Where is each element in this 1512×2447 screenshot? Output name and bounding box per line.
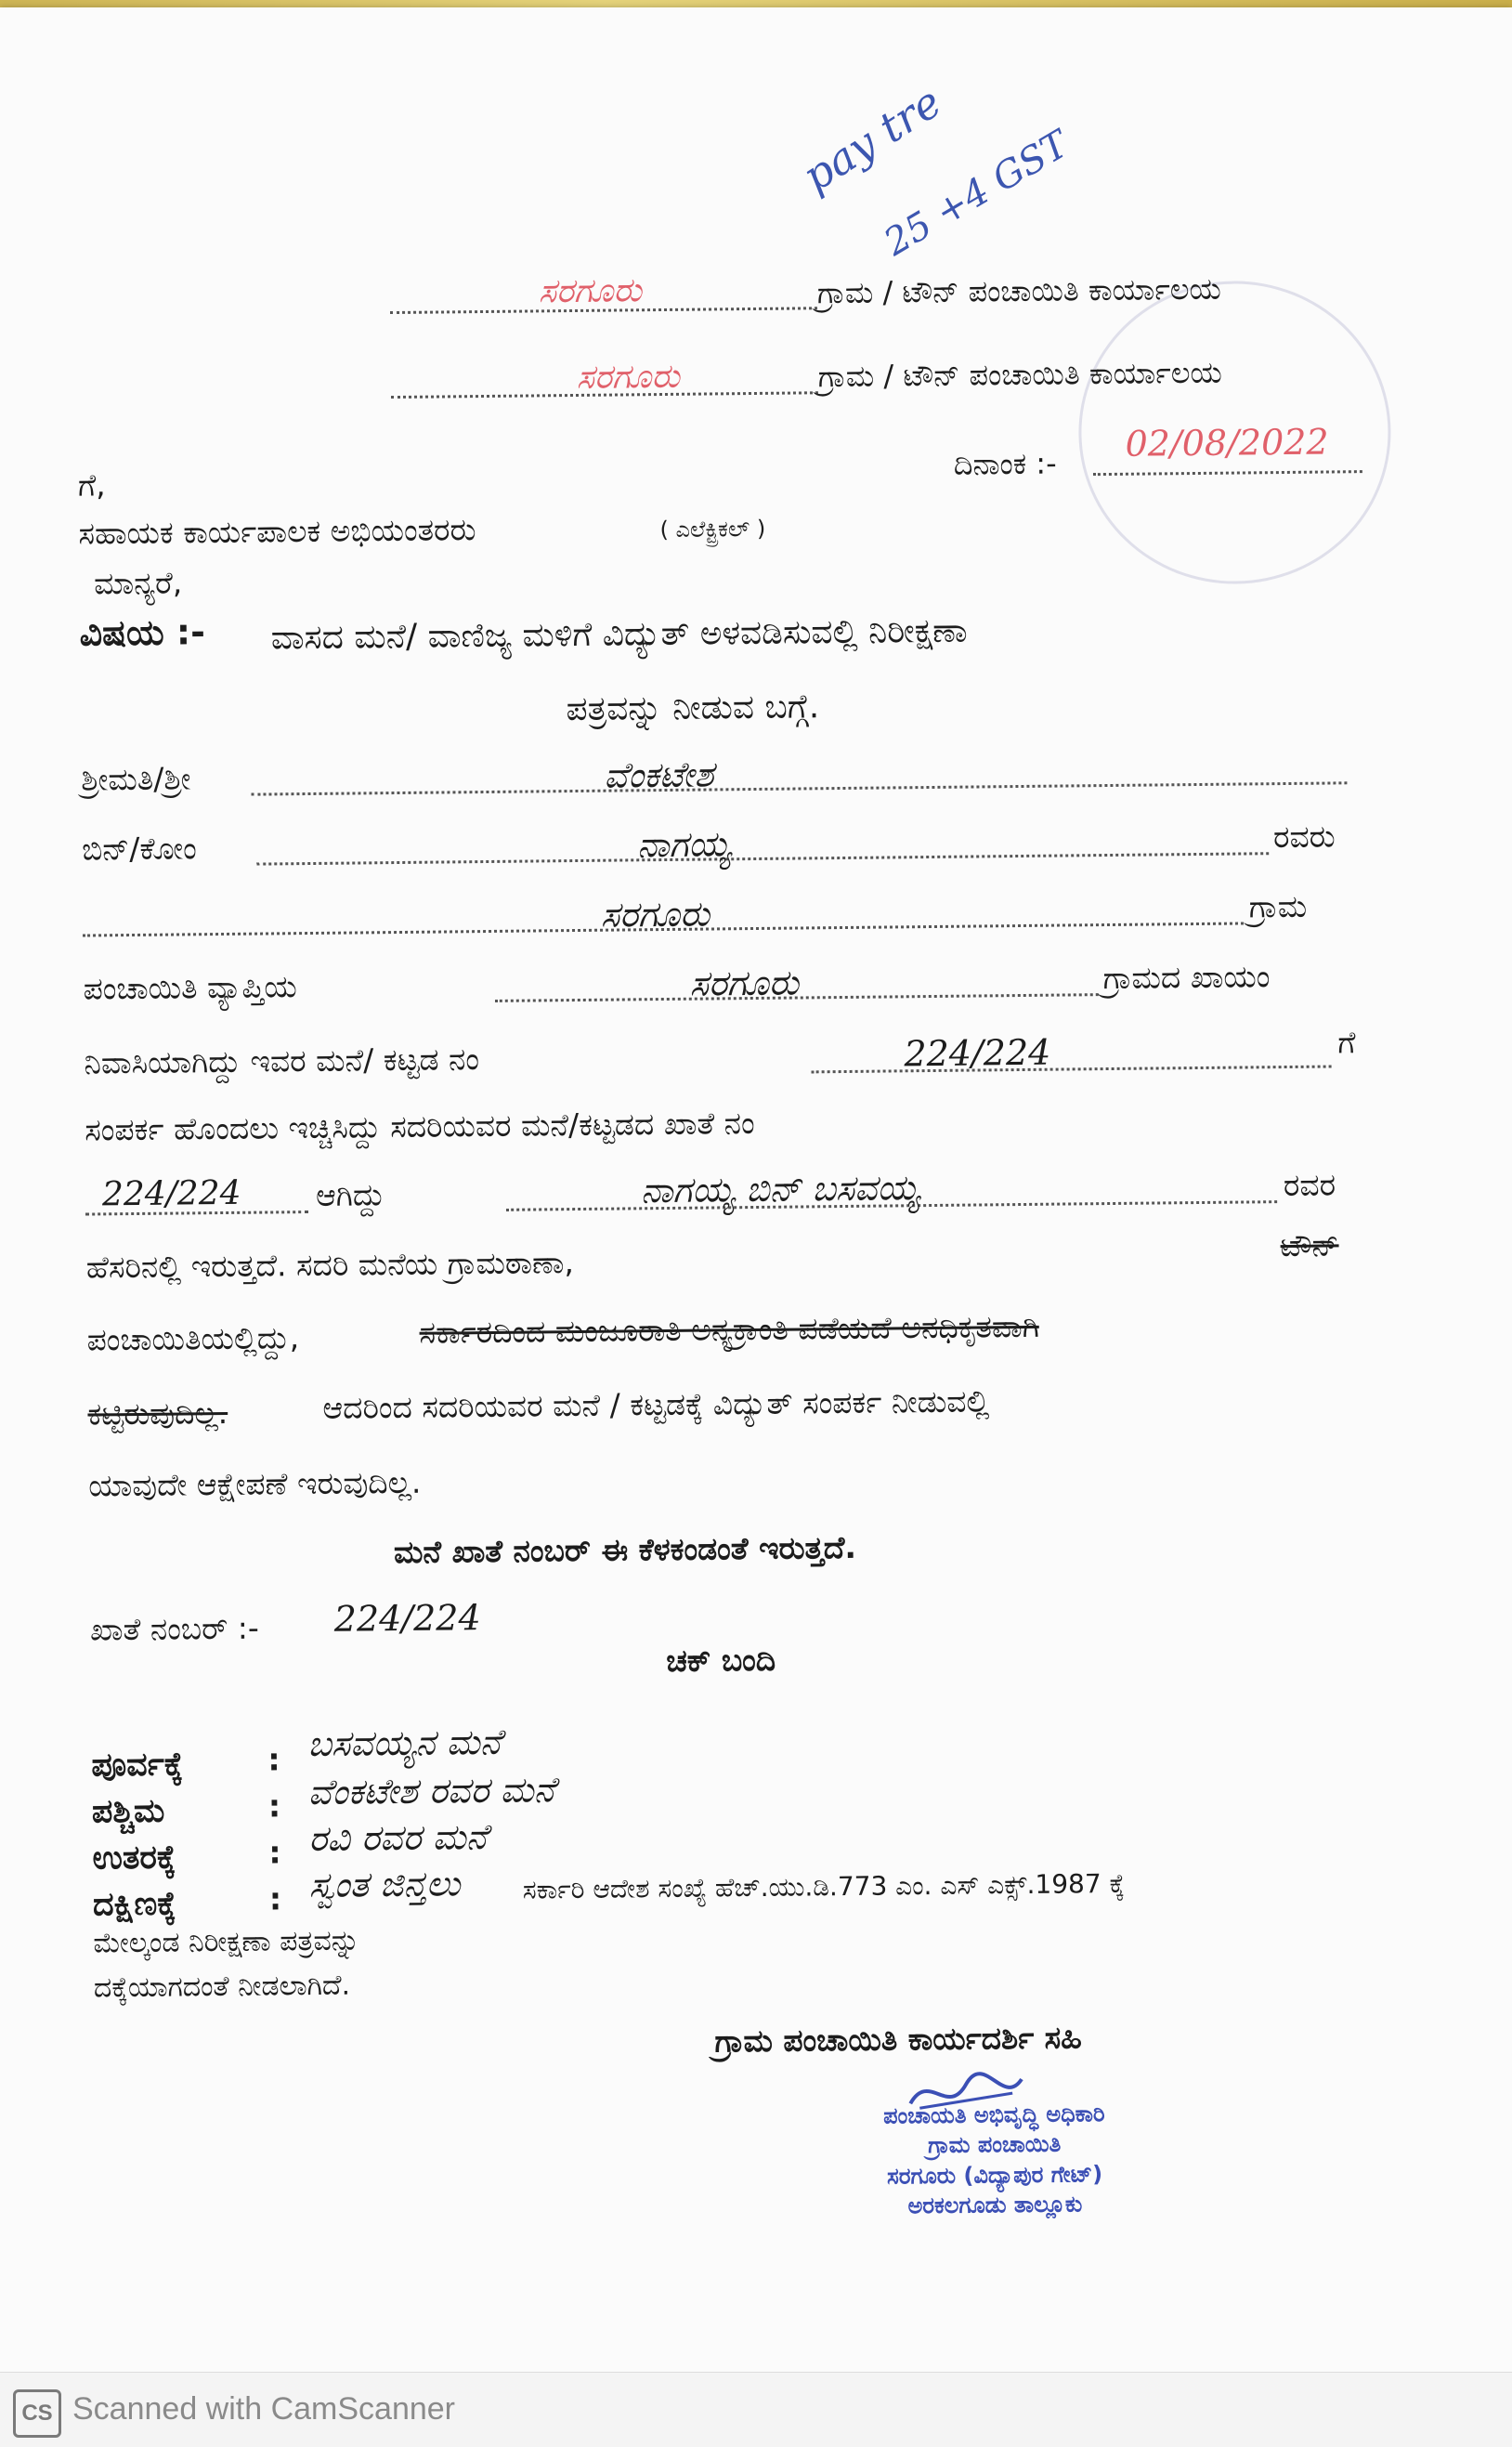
stamp-line2: ಗ್ರಾಮ ಪಂಚಾಯಿತಿ [928,2131,1062,2159]
owner-name: ನಾಗಯ್ಯ ಬಿನ್ ಬಸವಯ್ಯ [640,1167,920,1211]
name-dots [251,781,1347,795]
subject-line2: ಪತ್ರವನ್ನು ನೀಡುವ ಬಗ್ಗೆ. [566,687,820,729]
ge-suffix: ಗೆ [1337,1024,1356,1061]
ravaru-label: ರವರು [1272,818,1336,856]
grama-label: ಗ್ರಾಮ [1248,887,1308,925]
subject-label: ವಿಷಯ :- [79,611,206,654]
struck-kattiruvudilla: ಕಟ್ಟಿರುವುದಿಲ್ಲ. [87,1394,228,1433]
khata-label: ಖಾತೆ ನಂಬರ್ :- [89,1609,260,1648]
subject-line1: ವಾಸದ ಮನೆ/ ವಾಣಿಜ್ಯ ಮಳಿಗೆ ವಿದ್ಯುತ್ ಅಳವಡಿಸುವಲ್ಲಿ ನಿರೀಕ್ಷಣಾ [270,611,968,658]
chakbandi-heading: ಚಕ್ ಬಂದಿ [666,1641,776,1680]
no-objection-line: ಯಾವುದೇ ಆಕ್ಷೇಪಣೆ ಇರುವುದಿಲ್ಲ. [88,1463,422,1504]
father-dots [256,852,1269,865]
father-name: ನಾಗಯ್ಯ [636,823,732,866]
header-office-2: ಗ್ರಾಮ / ಟೌನ್ ಪಂಚಾಯಿತಿ ಕಾರ್ಯಾಲಯ [817,354,1222,395]
srimati-label: ಶ್ರೀಮತಿ/ಶ್ರೀ [81,760,191,798]
document-page [0,7,1512,2372]
addressee-electrical: ( ಎಲೆಕ್ಟ್ರಿಕಲ್ ) [659,515,766,543]
header-village-2: ಸರಗೂರು [576,357,681,397]
signature-caption: ಗ್ರಾಮ ಪಂಚಾಯಿತಿ ಕಾರ್ಯದರ್ಶಿ ಸಹಿ [714,2019,1083,2060]
boundary-north-colon: : [268,1834,281,1871]
official-stamp [827,2098,1162,2221]
boundary-south-colon: : [268,1880,282,1917]
boundary-west-colon: : [267,1787,281,1825]
samparka-line: ಸಂಪರ್ಕ ಹೊಂದಲು ಇಚ್ಚಿಸಿದ್ದು ಸದರಿಯವರ ಮನೆ/ಕಟ್ಟಡದ ಖಾತೆ ನಂ [85,1105,755,1148]
order-line1: ಸರ್ಕಾರಿ ಆದೇಶ ಸಂಖ್ಯೆ ಹೆಚ್.ಯು.ಡಿ.773 ಎಂ. ಎಸ್ ಎಕ್ಸ್.1987 ಕ್ಕೆ [522,1867,1126,1905]
stamp-line3: ಸರಗೂರು (ವಿದ್ಯಾಪುರ ಗೇಟ್) [886,2160,1103,2190]
khata-number-inline: 224/224 [101,1173,241,1214]
date-value: 02/08/2022 [1125,421,1329,465]
building-number: 224/224 [904,1031,1051,1075]
bin-kom-label: ಬಿನ್/ಕೋಂ [81,830,197,868]
village-name: ಸರಗೂರು [600,893,710,936]
panchayati-vyapti: ಪಂಚಾಯಿತಿ ವ್ಯಾಪ್ತಿಯ [83,968,297,1007]
khata-heading: ಮನೆ ಖಾತೆ ನಂಬರ್ ಈ ಕೆಳಕಂಡಂತೆ ಇರುತ್ತದೆ. [393,1528,857,1571]
boundary-east-label: ಪೂರ್ವಕ್ಕೆ [91,1746,184,1785]
boundary-south-label: ದಕ್ಷಿಣಕ್ಕೆ [92,1885,176,1924]
hesarinalli-line: ಹೆಸರಿನಲ್ಲಿ ಇರುತ್ತದೆ. ಸದರಿ ಮನೆಯ ಗ್ರಾಮಠಾಣಾ, [85,1244,575,1286]
date-label: ದಿನಾಂಕ :- [953,445,1057,482]
boundary-east-colon: : [267,1741,280,1778]
header-office-1: ಗ್ರಾಮ / ಟೌನ್ ಪಂಚಾಯಿತಿ ಕಾರ್ಯಾಲಯ [816,270,1221,311]
struck-sarkaradinda: ಸರ್ಕಾರದಿಂದ ಮಂಜೂರಾತಿ ಅನ್ಯಕ್ರಾಂತಿ ಪಡೆಯದೆ ಅನಧಿಕೃತವಾಗಿ [419,1307,1039,1351]
boundary-north-label: ಉತರಕ್ಕೆ [92,1839,176,1878]
boundary-west-value: ವೆಂಕಟೇಶ ರವರ ಮನೆ [307,1769,555,1813]
panchayat-prefix: ಪಂಚಾಯಿತಿಯಲ್ಲಿದ್ದು, [86,1319,300,1358]
camscanner-label: Scanned with CamScanner [72,2391,456,2427]
handwritten-note-line1: pay tre [793,76,950,202]
applicant-name: ವೆಂಕಟೇಶ [604,753,714,796]
salutation: ಮಾನ್ಯರೆ, [93,564,183,602]
order-line2: ಮೇಲ್ಕಂಡ ನಿರೀಕ್ಷಣಾ ಪತ್ರವನ್ನು [93,1924,360,1960]
addressee-designation: ಸಹಾಯಕ ಕಾರ್ಯಪಾಲಕ ಅಭಿಯಂತರರು [78,511,476,552]
gramada-khayam: ಗ್ರಾಮದ ಖಾಯಂ [1102,958,1271,997]
order-line3: ದಕ್ಕೆಯಾಗದಂತೆ ನೀಡಲಾಗಿದೆ. [93,1969,351,2005]
camscanner-logo-icon: CS [13,2389,61,2438]
addressee-to: ಗೆ, [77,466,106,504]
nivasi-text: ನಿವಾಸಿಯಾಗಿದ್ದು ಇವರ ಮನೆ/ ಕಟ್ಟಡ ನಂ [84,1040,480,1081]
boundary-north-value: ರವಿ ರವರ ಮನೆ [308,1816,488,1860]
ravara-label: ರವರ [1283,1166,1336,1204]
khata-value: 224/224 [333,1597,481,1640]
stamp-line1: ಪಂಚಾಯತಿ ಅಭಿವೃದ್ಧಿ ಅಧಿಕಾರಿ [883,2100,1105,2129]
camscanner-footer [0,2372,1512,2447]
kattiru-rest: ಆದರಿಂದ ಸದರಿಯವರ ಮನೆ / ಕಟ್ಟಡಕ್ಕೆ ವಿದ್ಯುತ್ ಸಂಪರ್ಕ ನೀಡುವಲ್ಲಿ [322,1382,990,1426]
header-village-1: ಸರಗೂರು [538,271,643,311]
handwritten-note-line2: 25 +4 GST [877,123,1076,265]
stamp-line4: ಅರಕಲಗೂಡು ತಾಲ್ಲೂಕು [907,2191,1083,2219]
agiddu-label: ಆಗಿದ್ದು [315,1176,385,1213]
boundary-south-value: ಸ್ವಂತ ಜಿನ್ತಲು [308,1863,461,1906]
town-struck: ಟೌನ್ [1280,1226,1339,1264]
boundary-east-value: ಬಸವಯ್ಯನ ಮನೆ [306,1721,502,1765]
building-no-dots [812,1066,1332,1074]
village-name-2: ಸರಗೂರು [689,962,800,1004]
boundary-west-label: ಪಶ್ಚಿಮ [91,1792,165,1831]
